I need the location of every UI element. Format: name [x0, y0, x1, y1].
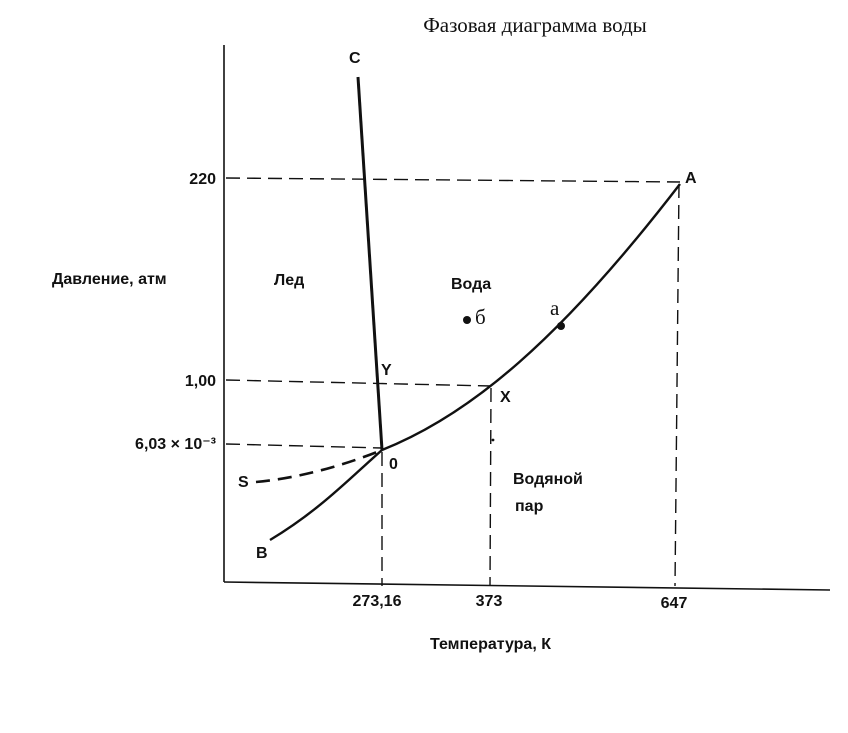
point-x-tick: [492, 439, 495, 442]
point-label-S: S: [238, 474, 249, 491]
x-axis: [224, 582, 830, 590]
point-label-A: A: [685, 170, 697, 187]
melting-curve-OC: [358, 77, 382, 450]
point-b-marker: [463, 316, 471, 324]
point-label-B: B: [256, 545, 268, 562]
y-tick-label-1atm: 1,00: [184, 373, 216, 390]
region-label-vapor-line2: пар: [515, 498, 544, 515]
x-tick-label-373: 373: [475, 593, 503, 610]
y-axis-label: Давление, атм: [52, 271, 167, 288]
vaporization-curve-OA: [382, 184, 680, 450]
guide-line-220: [226, 178, 680, 182]
point-label-a: а: [550, 296, 560, 320]
guide-line-373: [490, 388, 491, 586]
point-a-marker: [557, 322, 565, 330]
x-axis-label: Температура, К: [430, 636, 551, 653]
y-tick-label-220: 220: [189, 171, 216, 188]
guide-line-647: [675, 184, 679, 586]
diagram-title: Фазовая диаграмма воды: [423, 13, 647, 37]
x-tick-label-27316: 273,16: [352, 593, 402, 610]
point-label-C: C: [349, 50, 361, 67]
point-label-Y: Y: [381, 362, 392, 379]
y-tick-label-triple-pressure: 6,03 × 10⁻³: [135, 436, 216, 453]
guide-line-triple-pressure: [226, 444, 382, 448]
point-label-b: б: [475, 305, 486, 329]
region-label-water: Вода: [451, 276, 492, 293]
x-tick-label-647: 647: [660, 595, 688, 612]
guide-line-1atm: [226, 380, 491, 386]
point-label-O: 0: [389, 456, 398, 473]
region-label-ice: Лед: [274, 272, 305, 289]
region-label-vapor-line1: Водяной: [513, 471, 583, 488]
sublimation-curve-OB: [270, 450, 382, 540]
point-label-X: X: [500, 389, 511, 406]
